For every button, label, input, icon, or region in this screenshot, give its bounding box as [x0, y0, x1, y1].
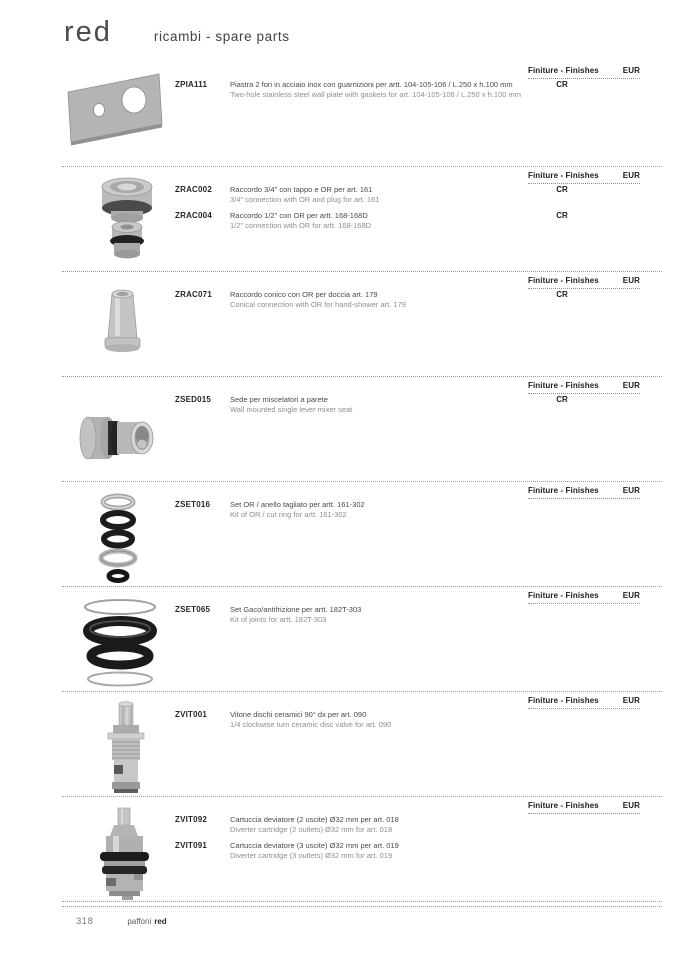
description-italian: Raccordo 3/4" con tappo e OR per art. 161	[230, 185, 373, 194]
part-row	[175, 605, 662, 626]
part-description	[230, 211, 548, 231]
part-description	[230, 185, 548, 205]
currency-label: EUR	[622, 591, 640, 600]
description-italian: Raccordo conico con OR per doccia art. 179	[230, 290, 378, 299]
diverter-cartridge-image	[62, 805, 172, 901]
page-title: ricambi - spare parts	[153, 29, 290, 44]
part-description	[230, 815, 548, 835]
description-italian: Set Gaco/antifrizione per artt. 182T-303	[230, 605, 362, 614]
description-italian: Cartuccia deviatore (2 uscite) Ø32 mm per art. 018	[230, 815, 399, 824]
part-code: ZVIT001	[175, 710, 208, 719]
part-row	[175, 211, 662, 232]
page-header	[0, 0, 678, 62]
part-code: ZSED015	[175, 395, 212, 404]
series-logo: red	[64, 16, 112, 48]
connections-photo	[62, 175, 172, 271]
finish-value: CR	[556, 395, 568, 404]
oring-kit-image	[62, 490, 172, 586]
description-italian: Raccordo 1/2" con OR per artt. 168-168D	[230, 211, 368, 220]
part-row	[175, 395, 662, 416]
part-row	[175, 841, 662, 862]
description-english: 1/2" connection with OR for artt. 168-168D	[230, 221, 372, 230]
diverter-cartridge-photo	[62, 805, 172, 901]
finishes-label: Finiture - Finishes	[528, 591, 599, 600]
mixer-seat-image	[62, 385, 172, 481]
product-section-zrac071	[62, 272, 662, 377]
currency-label: EUR	[622, 66, 640, 75]
part-code: ZVIT092	[175, 815, 208, 824]
description-english: 1/4 clockwise turn ceramic disc valve for art. 090	[230, 720, 392, 729]
description-english: 3/4" connection with OR and plug for art. 161	[230, 195, 380, 204]
finish-value: CR	[556, 211, 568, 220]
product-section-zset065	[62, 587, 662, 692]
product-section-zvit001	[62, 692, 662, 797]
brand-name: paffoni	[127, 917, 152, 926]
part-description	[230, 710, 548, 730]
description-english: Wall mounted single lever mixer seat	[230, 405, 353, 414]
product-section-zsed015	[62, 377, 662, 482]
part-row	[175, 710, 662, 731]
description-english: Conical connection with OR for hand-shower art. 179	[230, 300, 406, 309]
description-english: Diverter cartridge (3 outlets) Ø32 mm for art. 019	[230, 851, 393, 860]
description-italian: Sede per miscelatori a parete	[230, 395, 328, 404]
part-code: ZRAC002	[175, 185, 212, 194]
finishes-label: Finiture - Finishes	[528, 486, 599, 495]
series-name: red	[154, 917, 167, 926]
part-code: ZRAC004	[175, 211, 212, 220]
part-code: ZRAC071	[175, 290, 212, 299]
part-description	[230, 605, 548, 625]
description-english: Kit of joints for artt. 182T-303	[230, 615, 327, 624]
finishes-label: Finiture - Finishes	[528, 381, 599, 390]
conical-connection-image	[62, 280, 172, 376]
product-section-zrac002	[62, 167, 662, 272]
description-english: Diverter cartridge (2 outlets) Ø32 mm for art. 018	[230, 825, 393, 834]
mixer-seat-photo	[62, 385, 172, 481]
product-section-zset016	[62, 482, 662, 587]
part-description	[230, 80, 548, 100]
conical-connection-photo	[62, 280, 172, 376]
currency-label: EUR	[622, 276, 640, 285]
part-description	[230, 290, 548, 310]
currency-label: EUR	[622, 171, 640, 180]
part-code: ZSET065	[175, 605, 211, 614]
product-section-zvit092	[62, 797, 662, 902]
part-code: ZSET016	[175, 500, 211, 509]
finishes-label: Finiture - Finishes	[528, 801, 599, 810]
connections-image	[62, 175, 172, 271]
product-section-zpia111	[62, 62, 662, 167]
wall-plate-image	[62, 70, 172, 166]
part-description	[230, 841, 548, 861]
part-description	[230, 395, 548, 415]
joints-kit-photo	[62, 595, 172, 691]
part-row	[175, 290, 662, 311]
joints-kit-image	[62, 595, 172, 691]
parts-list	[62, 62, 662, 902]
page-footer	[62, 906, 662, 927]
part-row	[175, 815, 662, 836]
wall-plate-photo	[62, 70, 172, 166]
currency-label: EUR	[622, 486, 640, 495]
part-description	[230, 500, 548, 520]
page-number: 318	[76, 916, 94, 927]
currency-label: EUR	[622, 801, 640, 810]
part-row	[175, 185, 662, 206]
description-english: Two-hole stainless steel wall plate with gaskets for art. 104-105-106 / L.250 x h.100 mm	[230, 90, 521, 99]
ceramic-valve-image	[62, 700, 172, 796]
part-row	[175, 80, 662, 101]
description-english: Kit of OR / cut ring for artt. 161-302	[230, 510, 347, 519]
finish-value: CR	[556, 185, 568, 194]
description-italian: Set OR / anello tagliato per artt. 161-302	[230, 500, 365, 509]
finish-value: CR	[556, 290, 568, 299]
finishes-label: Finiture - Finishes	[528, 276, 599, 285]
description-italian: Cartuccia deviatore (3 uscite) Ø32 mm per art. 019	[230, 841, 399, 850]
finishes-label: Finiture - Finishes	[528, 696, 599, 705]
part-row	[175, 500, 662, 521]
description-italian: Piastra 2 fori in acciaio inox con guarnizioni per artt. 104-105-106 / L.250 x h.100 mm	[230, 80, 513, 89]
ceramic-valve-photo	[62, 700, 172, 796]
finishes-label: Finiture - Finishes	[528, 171, 599, 180]
oring-kit-photo	[62, 490, 172, 586]
currency-label: EUR	[622, 696, 640, 705]
currency-label: EUR	[622, 381, 640, 390]
part-code: ZVIT091	[175, 841, 208, 850]
part-code: ZPIA111	[175, 80, 208, 89]
finishes-label: Finiture - Finishes	[528, 66, 599, 75]
finish-value: CR	[556, 80, 568, 89]
description-italian: Vitone dischi ceramici 90° dx per art. 090	[230, 710, 367, 719]
